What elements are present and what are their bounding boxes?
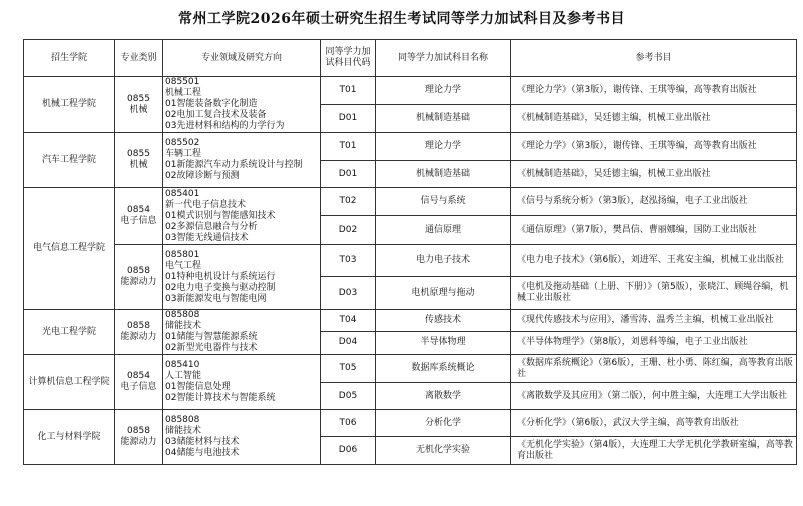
table-row	[24, 133, 797, 161]
reference-book-cell: 《现代传感技术与应用》，潘雪涛、温秀兰主编，机械工业出版社	[511, 310, 797, 332]
direction-line: 085401	[165, 188, 200, 199]
subject-name-cell: 通信原理	[376, 216, 511, 245]
subject-name-cell: 半导体物理	[376, 331, 511, 354]
reference-book-cell: 《理论力学》（第3版），谢传锋、王琪等编，高等教育出版社	[511, 77, 797, 105]
table-row	[24, 77, 797, 105]
subjects-table	[23, 39, 797, 465]
category-line: 0858	[127, 266, 150, 276]
direction-line: 03储能材料与技术	[165, 437, 240, 447]
college-cell: 计算机信息工程学院	[24, 355, 115, 410]
header-college: 招生学院	[24, 40, 115, 77]
reference-book-cell: 《分析化学》（第6版），武汉大学主编，高等教育出版社	[511, 410, 797, 437]
subject-name-cell: 信号与系统	[376, 188, 511, 216]
direction-line: 02故障诊断与预测	[165, 171, 240, 181]
direction-line: 储能技术	[165, 321, 202, 331]
subject-code-cell: T01	[321, 133, 376, 161]
table-header-row	[24, 40, 797, 77]
reference-book-cell: 《通信原理》（第7版），樊昌信、曹丽娜编，国防工业出版社	[511, 216, 797, 245]
category-line: 能源动力	[120, 277, 157, 287]
direction-cell	[163, 245, 321, 310]
direction-line: 01智能装备数字化制造	[165, 99, 258, 109]
subject-name-cell: 机械制造基础	[376, 105, 511, 133]
subject-code-cell: T04	[321, 310, 376, 332]
subject-code-cell: D01	[321, 105, 376, 133]
direction-line: 085808	[165, 310, 200, 320]
header-reference-books: 参考书目	[511, 40, 797, 77]
subject-name-cell: 分析化学	[376, 410, 511, 437]
subject-code-cell: T05	[321, 355, 376, 383]
reference-book-cell: 《数据库系统概论》（第6版），王珊、杜小勇、陈红编，高等教育出版社	[511, 355, 797, 383]
subject-name-cell: 无机化学实验	[376, 437, 511, 465]
subject-name-cell: 数据库系统概论	[376, 355, 511, 383]
direction-line: 储能技术	[165, 426, 202, 436]
category-line: 能源动力	[120, 332, 157, 342]
category-line: 0854	[127, 205, 150, 215]
direction-line: 01智能信息处理	[165, 382, 231, 392]
category-cell	[115, 310, 163, 355]
subject-code-cell: D03	[321, 277, 376, 310]
subject-code-cell: D05	[321, 383, 376, 410]
direction-line: 04储能与电池技术	[165, 448, 240, 458]
subject-name-cell: 电力电子技术	[376, 245, 511, 277]
direction-line: 电气工程	[165, 260, 202, 271]
category-cell	[115, 245, 163, 310]
direction-line: 03新能源发电与智能电网	[165, 293, 267, 304]
category-line: 0854	[127, 371, 150, 381]
direction-line: 人工智能	[165, 371, 202, 381]
subject-name-cell: 离散数学	[376, 383, 511, 410]
subject-code-cell: D02	[321, 216, 376, 245]
subject-code-cell: T03	[321, 245, 376, 277]
subject-code-cell: T06	[321, 410, 376, 437]
reference-book-cell: 《电机及拖动基础（上册、下册）》（第5版），张晓江、顾绳谷编，机械工业出版社	[511, 277, 797, 310]
direction-line: 车辆工程	[165, 149, 202, 159]
table-row	[24, 310, 797, 332]
direction-line: 01特种电机设计与系统运行	[165, 271, 276, 282]
category-line: 能源动力	[120, 437, 157, 447]
subject-code-cell: D04	[321, 331, 376, 354]
college-cell: 汽车工程学院	[24, 133, 115, 188]
direction-cell	[163, 310, 321, 355]
header-subject-name: 同等学力加试科目名称	[376, 40, 511, 77]
college-cell: 光电工程学院	[24, 310, 115, 355]
college-cell: 机械工程学院	[24, 77, 115, 133]
subject-code-cell: T02	[321, 188, 376, 216]
table-row	[24, 410, 797, 437]
category-line: 机械	[129, 104, 148, 115]
category-cell	[115, 188, 163, 245]
table-row	[24, 188, 797, 216]
subject-code-cell: T01	[321, 77, 376, 105]
direction-line: 新一代电子信息技术	[165, 199, 247, 210]
header-subject-code: 同等学力加试科目代码	[321, 40, 376, 77]
subject-name-cell: 电机原理与拖动	[376, 277, 511, 310]
direction-line: 01储能与智慧能源系统	[165, 332, 258, 342]
direction-cell	[163, 410, 321, 465]
direction-line: 03智能无线通信技术	[165, 232, 249, 243]
direction-line: 085502	[165, 138, 200, 148]
direction-cell	[163, 77, 321, 133]
subject-code-cell: D01	[321, 161, 376, 188]
direction-cell	[163, 355, 321, 410]
direction-line: 02智能计算技术与智能系统	[165, 393, 276, 403]
reference-book-cell: 《无机化学实验》（第4版），大连理工大学无机化学教研室编，高等教育出版社	[511, 437, 797, 465]
college-cell: 化工与材料学院	[24, 410, 115, 465]
category-line: 机械	[129, 160, 148, 170]
category-cell	[115, 133, 163, 188]
direction-line: 02新型光电器件与技术	[165, 343, 258, 353]
direction-line: 085801	[165, 249, 200, 260]
direction-line: 01模式识别与智能感知技术	[165, 210, 276, 221]
reference-book-cell: 《信号与系统分析》（第3版），赵泓扬编，电子工业出版社	[511, 188, 797, 216]
category-line: 0855	[127, 93, 150, 104]
header-direction: 专业领域及研究方向	[163, 40, 321, 77]
reference-book-cell: 《理论力学》（第3版），谢传锋、王琪等编，高等教育出版社	[511, 133, 797, 161]
subject-name-cell: 传感技术	[376, 310, 511, 332]
category-line: 电子信息	[120, 216, 157, 226]
category-cell	[115, 77, 163, 133]
header-category: 专业类别	[115, 40, 163, 77]
direction-line: 02多源信息融合与分析	[165, 221, 258, 232]
subject-code-cell: D06	[321, 437, 376, 465]
direction-line: 01新能源汽车动力系统设计与控制	[165, 160, 303, 170]
reference-book-cell: 《电力电子技术》（第6版），刘进军、王兆安主编，机械工业出版社	[511, 245, 797, 277]
table-body	[24, 77, 797, 465]
direction-line: 085808	[165, 415, 200, 425]
subject-name-cell: 理论力学	[376, 77, 511, 105]
college-cell: 电气信息工程学院	[24, 188, 115, 310]
table-row	[24, 245, 797, 277]
category-line: 0855	[127, 149, 150, 159]
direction-cell	[163, 188, 321, 245]
direction-line: 085410	[165, 360, 200, 370]
category-line: 0858	[127, 321, 150, 331]
reference-book-cell: 《机械制造基础》，吴廷德主编，机械工业出版社	[511, 105, 797, 133]
direction-cell	[163, 133, 321, 188]
reference-book-cell: 《离散数学及其应用》（第二版），何中胜主编，大连理工大学出版社	[511, 383, 797, 410]
category-cell	[115, 410, 163, 465]
reference-book-cell: 《半导体物理学》（第8版），刘恩科等编，电子工业出版社	[511, 331, 797, 354]
category-line: 电子信息	[120, 382, 157, 392]
direction-line: 085501	[165, 77, 200, 87]
direction-line: 02电力电子变换与驱动控制	[165, 282, 276, 293]
page-title: 常州工学院2026年硕士研究生招生考试同等学力加试科目及参考书目	[178, 11, 625, 27]
subject-name-cell: 理论力学	[376, 133, 511, 161]
category-line: 0858	[127, 426, 150, 436]
direction-line: 02电加工复合技术及装备	[165, 110, 267, 120]
category-cell	[115, 355, 163, 410]
direction-line: 03先进材料和结构的力学行为	[165, 121, 285, 131]
reference-book-cell: 《机械制造基础》，吴廷德主编，机械工业出版社	[511, 161, 797, 188]
subject-name-cell: 机械制造基础	[376, 161, 511, 188]
direction-line: 机械工程	[165, 88, 202, 98]
table-row	[24, 355, 797, 383]
